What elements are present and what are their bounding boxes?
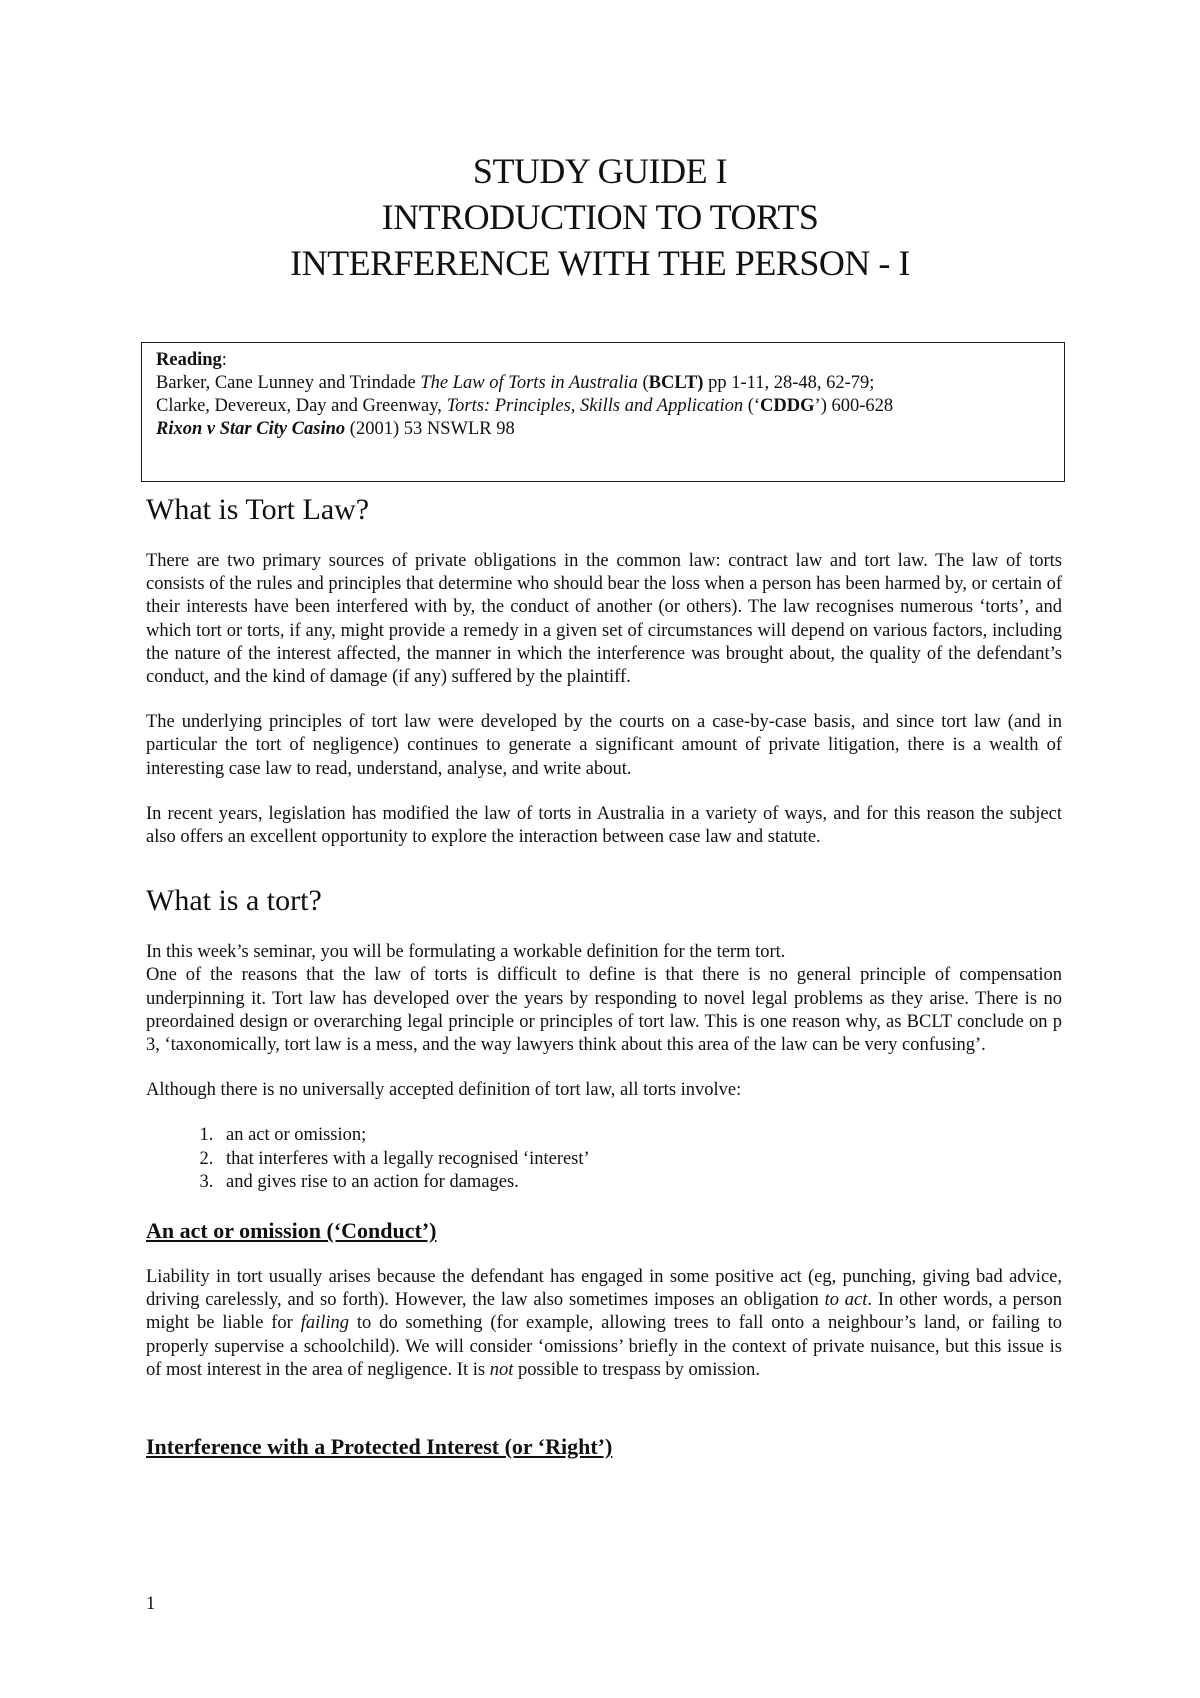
paragraph-line: In this week’s seminar, you will be formulating a workable definition for the term tort.: [146, 942, 786, 963]
text-run: possible to trespass by omission.: [513, 1359, 760, 1380]
reading-3-cite: (2001) 53 NSWLR 98: [345, 419, 515, 439]
reading-item-1: [156, 372, 1050, 395]
reading-2-authors: Clarke, Devereux, Day and Greenway,: [156, 396, 447, 416]
subheading-act-or-omission: An act or omission (‘Conduct’): [146, 1218, 437, 1244]
reading-label: Reading: [156, 350, 222, 370]
reading-item-3: [156, 418, 1050, 441]
title-line-1: STUDY GUIDE I: [472, 151, 728, 191]
reading-box: [141, 342, 1065, 482]
emphasis: not: [489, 1359, 514, 1380]
paragraph: There are two primary sources of private obligations in the common law: contract law and tort law. The law of torts consists of the rules and principles that determine who should bear the loss when a person has been harmed by, or certain of their interests have been interfered with by, the conduct of another (or others). The law recognises numerous ‘torts’, and which tort or torts, if any, might provide a remedy in a given set of circumstances will depend on various factors, including the nature of the interest affected, the manner in which the interference was brought about, the quality of the defendant’s conduct, and the kind of damage (if any) suffered by the plaintiff.: [146, 551, 1062, 688]
list-item: 1. an act or omission;: [218, 1124, 1062, 1147]
reading-1-open: (: [637, 373, 649, 393]
reading-1-pages: pp 1-11, 28-48, 62-79;: [703, 373, 875, 393]
paragraph: Although there is no universally accepted definition of tort law, all torts involve:: [146, 1080, 742, 1101]
paragraph: The underlying principles of tort law were developed by the courts on a case-by-case basis, and since tort law (and in particular the tort of negligence) continues to generate a significant amount of private litigation, there is a wealth of interesting case law to read, understand, analyse, and write about.: [146, 712, 1062, 779]
title-line-3: INTERFERENCE WITH THE PERSON - I: [290, 243, 910, 283]
list-item: 2. that interferes with a legally recognised ‘interest’: [218, 1148, 1062, 1171]
torts-elements-list: [146, 1124, 1062, 1194]
reading-1-authors: Barker, Cane Lunney and Trindade: [156, 373, 421, 393]
paragraph: In recent years, legislation has modified the law of torts in Australia in a variety of ways, and for this reason the subject also offers an excellent opportunity to explore the interaction between case law and statute.: [146, 803, 1062, 848]
heading-what-is-tort-law: What is Tort Law?: [146, 493, 370, 526]
text-run: . In other words, a person might be liable for: [146, 1290, 1062, 1334]
reading-item-2: [156, 395, 1050, 418]
reading-1-book: The Law of Torts in Australia: [420, 373, 638, 393]
list-item: 3. and gives rise to an action for damages.: [218, 1171, 1062, 1194]
document-title: [0, 148, 1200, 286]
document-body: [146, 490, 1062, 1482]
emphasis: to act: [824, 1290, 868, 1311]
reading-colon: :: [221, 350, 227, 370]
title-line-2: INTRODUCTION TO TORTS: [381, 197, 819, 237]
heading-what-is-a-tort: What is a tort?: [146, 884, 322, 918]
reading-3-case: Rixon v Star City Casino: [156, 419, 346, 439]
paragraph: [146, 1266, 1062, 1382]
reading-label-line: [156, 349, 1050, 372]
paragraph: [146, 941, 1062, 1057]
text-run: Liability in tort usually arises because the defendant has engaged in some positive act (eg, punching, giving bad advice, driving carelessly, and so forth). However, the law also sometimes imposes an obligation: [146, 1267, 1062, 1311]
page-number: 1: [146, 1594, 156, 1614]
reading-1-abbr: BCLT): [648, 373, 704, 393]
reading-2-open: (‘: [743, 396, 761, 416]
paragraph-rest: One of the reasons that the law of torts is difficult to define is that there is no general principle of compensation underpinning it. Tort law has developed over the years by responding to novel legal problems as they arise. There is no preordained design or overarching legal principle or principles of tort law. This is one reason why, as BCLT conclude on p 3, ‘taxonomically, tort law is a mess, and the way lawyers think about this area of the law can be very confusing’.: [146, 965, 1062, 1056]
reading-2-book: Torts: Principles, Skills and Application: [446, 396, 744, 416]
emphasis: failing: [300, 1313, 350, 1334]
subheading-protected-interest: Interference with a Protected Interest (or ‘Right’): [146, 1434, 613, 1460]
text-run: to do something (for example, allowing trees to fall onto a neighbour’s land, or failing to properly supervise a schoolchild). We will consider ‘omissions’ briefly in the context of private nuisance, but this issue is of most interest in the area of negligence. It is: [146, 1313, 1063, 1380]
reading-2-pages: ’) 600-628: [814, 396, 894, 416]
reading-2-abbr: CDDG: [760, 396, 815, 416]
